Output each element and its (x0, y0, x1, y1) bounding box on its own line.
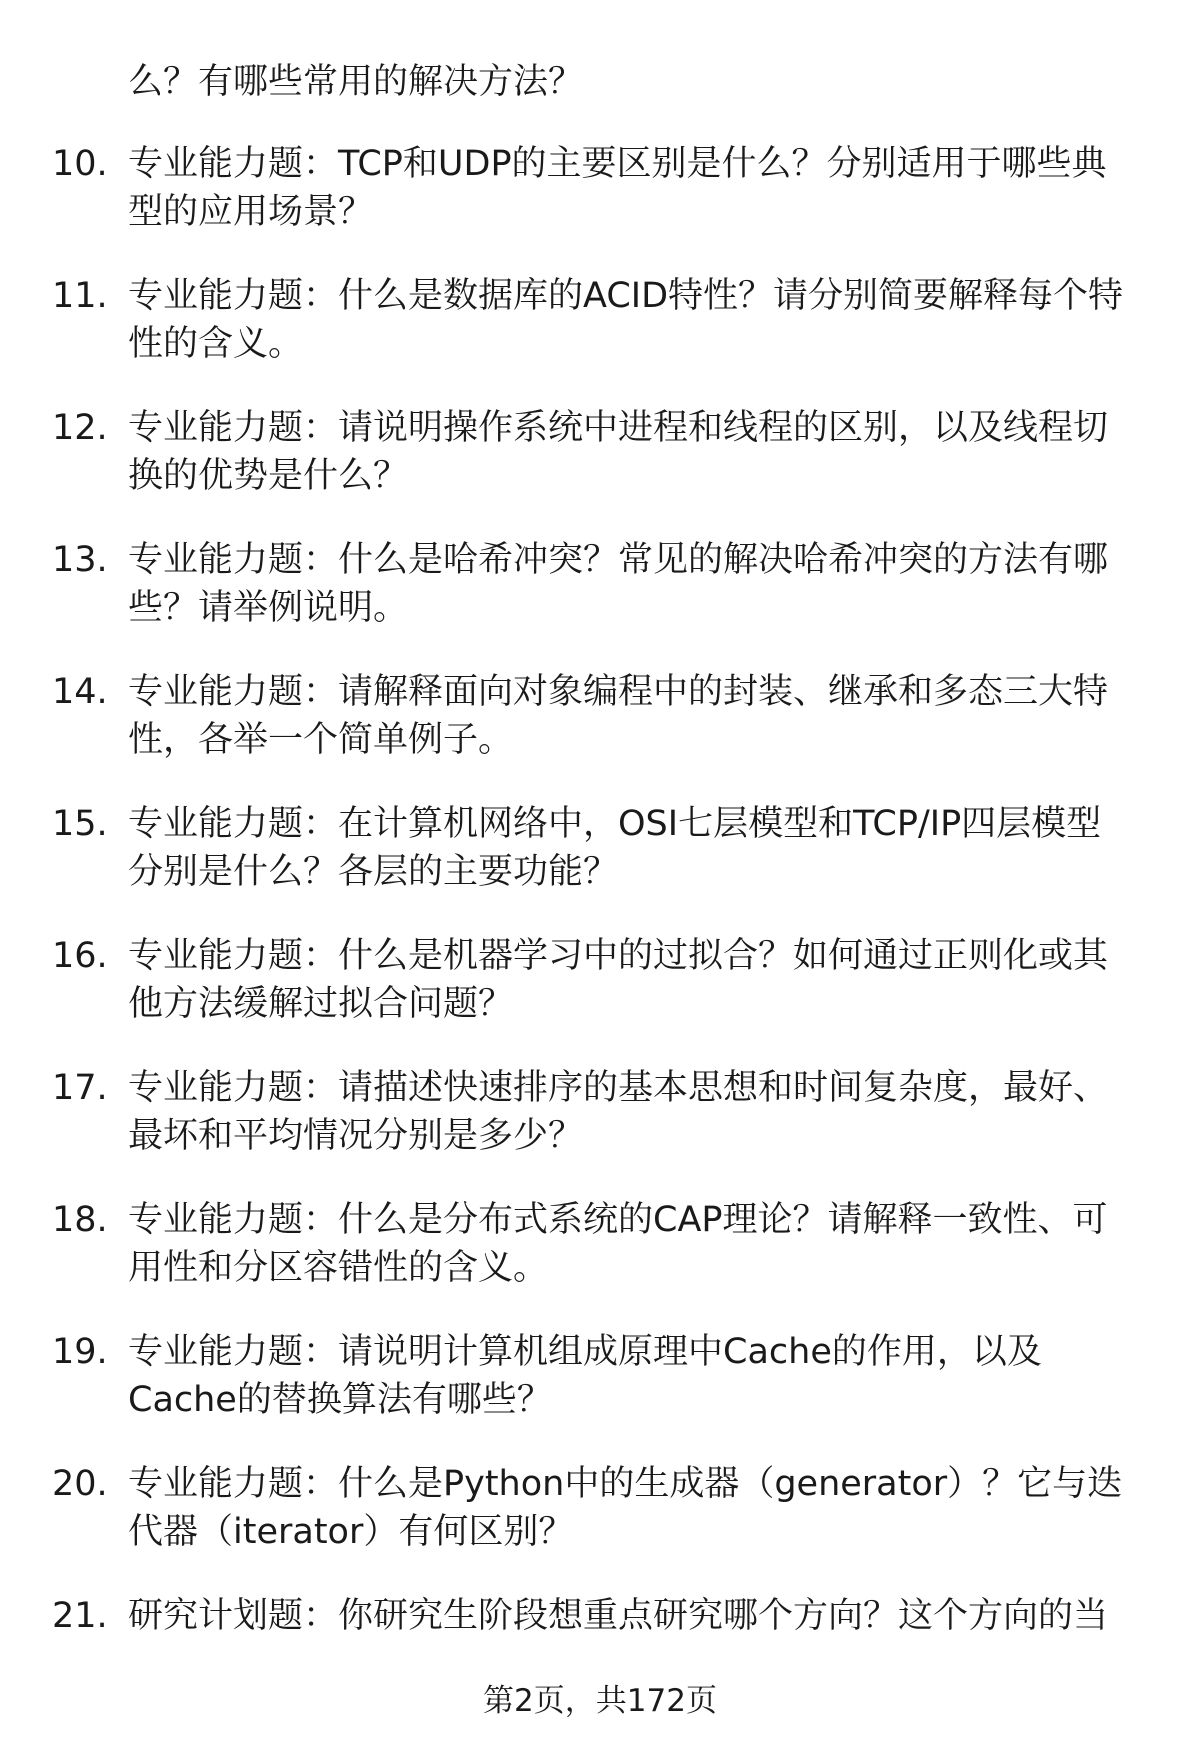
question-text-line: 专业能力题：请说明计算机组成原理中Cache的作用，以及 (128, 1332, 1042, 1372)
question-number: 14. (52, 672, 108, 712)
question-continuation: 么？有哪些常用的解决方法？ (128, 62, 584, 102)
question-text-line: 性，各举一个简单例子。 (128, 720, 514, 760)
question-text-line: 专业能力题：什么是机器学习中的过拟合？如何通过正则化或其 (128, 936, 1109, 976)
question-text-line: 最坏和平均情况分别是多少？ (128, 1116, 584, 1156)
question-number: 13. (52, 540, 108, 580)
question-number: 21. (52, 1596, 108, 1636)
question-number: 20. (52, 1464, 108, 1504)
question-item (0, 932, 1200, 1064)
question-item (0, 1460, 1200, 1592)
question-text-line: 用性和分区容错性的含义。 (128, 1248, 549, 1288)
question-text (128, 668, 1108, 764)
question-text-line: 分别是什么？各层的主要功能？ (128, 852, 619, 892)
question-text-line: 专业能力题：什么是Python中的生成器（generator）？它与迭 (128, 1464, 1123, 1504)
page-number-footer: 第2页，共172页 (483, 1683, 717, 1719)
question-text-line: 代器（iterator）有何区别？ (128, 1512, 574, 1552)
question-item (0, 1196, 1200, 1328)
question-text (128, 1196, 1108, 1292)
question-text-line: 专业能力题：请说明操作系统中进程和线程的区别，以及线程切 (128, 408, 1109, 448)
question-text-line: 专业能力题：TCP和UDP的主要区别是什么？分别适用于哪些典 (128, 144, 1107, 184)
question-text (128, 932, 1108, 1028)
question-item (0, 800, 1200, 932)
question-number: 19. (52, 1332, 108, 1372)
question-number: 15. (52, 804, 108, 844)
question-item (0, 404, 1200, 536)
question-item (0, 1328, 1200, 1460)
question-text-line: 专业能力题：请描述快速排序的基本思想和时间复杂度，最好、 (128, 1068, 1109, 1108)
question-item (0, 140, 1200, 272)
question-text-line: 专业能力题：在计算机网络中，OSI七层模型和TCP/IP四层模型 (128, 804, 1102, 844)
question-text (128, 800, 1101, 896)
question-item (0, 536, 1200, 668)
question-text-line: 专业能力题：什么是数据库的ACID特性？请分别简要解释每个特 (128, 276, 1124, 316)
question-text (128, 140, 1107, 236)
question-text-line: 些？请举例说明。 (128, 588, 409, 628)
question-item (0, 668, 1200, 800)
question-number: 16. (52, 936, 108, 976)
question-text-line: Cache的替换算法有哪些？ (128, 1380, 552, 1420)
question-text (128, 404, 1108, 500)
question-text-line: 型的应用场景？ (128, 192, 374, 232)
question-text (128, 536, 1108, 632)
question-text (128, 1592, 1108, 1640)
question-text-line: 专业能力题：什么是分布式系统的CAP理论？请解释一致性、可 (128, 1200, 1108, 1240)
question-number: 17. (52, 1068, 108, 1108)
question-text (128, 1064, 1108, 1160)
question-text-line: 专业能力题：什么是哈希冲突？常见的解决哈希冲突的方法有哪 (128, 540, 1109, 580)
question-number: 10. (52, 144, 108, 184)
question-item (0, 272, 1200, 404)
question-text-line: 研究计划题：你研究生阶段想重点研究哪个方向？这个方向的当 (128, 1596, 1109, 1636)
question-list (0, 140, 1200, 1724)
question-text (128, 1460, 1122, 1556)
question-number: 11. (52, 276, 108, 316)
question-text (128, 272, 1123, 368)
question-text-line: 性的含义。 (128, 324, 304, 364)
question-text-line: 他方法缓解过拟合问题？ (128, 984, 514, 1024)
question-number: 12. (52, 408, 108, 448)
question-text-line: 换的优势是什么？ (128, 456, 409, 496)
question-item (0, 1064, 1200, 1196)
question-text (128, 1328, 1042, 1424)
question-text-line: 专业能力题：请解释面向对象编程中的封装、继承和多态三大特 (128, 672, 1109, 712)
question-number: 18. (52, 1200, 108, 1240)
